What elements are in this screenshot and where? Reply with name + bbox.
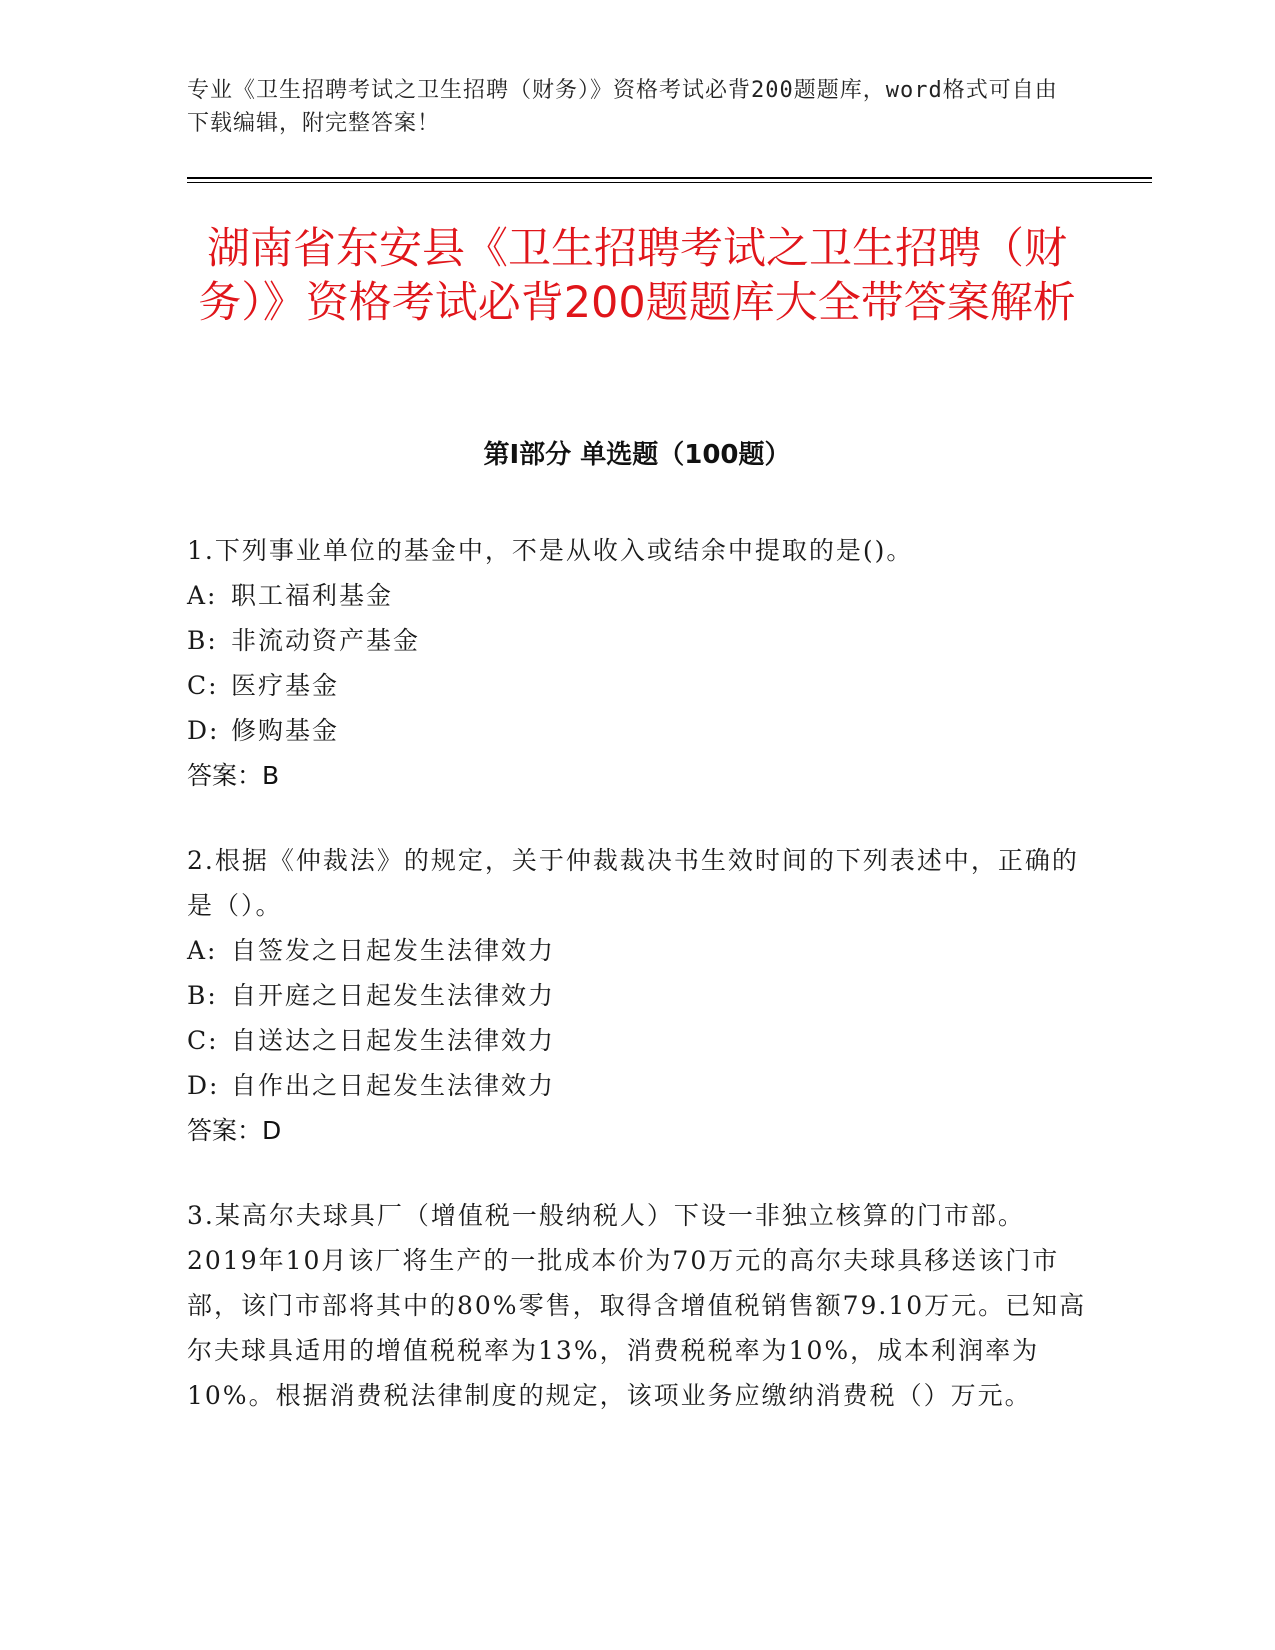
option-b — [187, 973, 1087, 1018]
question-1 — [187, 528, 1087, 798]
option-text: 自送达之日起发生法律效力 — [231, 1026, 556, 1055]
option-key: C: — [187, 1026, 219, 1055]
option-d — [187, 1063, 1087, 1108]
option-text: 医疗基金 — [231, 671, 340, 700]
option-key: C: — [187, 671, 219, 700]
option-text: 自作出之日起发生法律效力 — [231, 1071, 556, 1100]
option-a — [187, 928, 1087, 973]
option-c — [187, 663, 1087, 708]
section-title: 第I部分 单选题（100题） — [483, 440, 791, 470]
option-key: A: — [187, 581, 218, 610]
option-key: D: — [187, 716, 220, 745]
option-c — [187, 1018, 1087, 1063]
option-a — [187, 573, 1087, 618]
option-text: 非流动资产基金 — [231, 626, 421, 655]
question-3 — [187, 1193, 1087, 1418]
question-stem: 3.某高尔夫球具厂（增值税一般纳税人）下设一非独立核算的门市部。2019年10月该厂将生产的一批成本价为70万元的高尔夫球具移送该门市部，该门市部将其中的80%零售，取得含增值税销售额79.10万元。已知高尔夫球具适用的增值税税率为13%，消费税税率为10%，成本利润率为10%。根据消费税法律制度的规定，该项业务应缴纳消费税（）万元。 — [187, 1201, 1087, 1410]
document-title: 湖南省东安县《卫生招聘考试之卫生招聘（财务）》资格考试必背200题题库大全带答案解析 — [198, 224, 1076, 328]
question-2 — [187, 838, 1087, 1153]
answer: 答案：B — [187, 761, 280, 790]
option-d — [187, 708, 1087, 753]
option-text: 自签发之日起发生法律效力 — [231, 936, 556, 965]
option-text: 修购基金 — [231, 716, 340, 745]
option-key: A: — [187, 936, 218, 965]
header-rule-thick — [187, 177, 1152, 179]
question-list — [187, 528, 1087, 1458]
option-text: 自开庭之日起发生法律效力 — [231, 981, 556, 1010]
answer: 答案：D — [187, 1116, 282, 1145]
header-rule-thin — [187, 182, 1152, 183]
question-stem: 2.根据《仲裁法》的规定，关于仲裁裁决书生效时间的下列表述中，正确的是（）。 — [187, 846, 1079, 920]
header-note: 专业《卫生招聘考试之卫生招聘（财务）》资格考试必背200题题库，word格式可自由下载编辑，附完整答案！ — [187, 78, 1058, 136]
option-key: B: — [187, 981, 218, 1010]
option-key: B: — [187, 626, 218, 655]
option-b — [187, 618, 1087, 663]
option-text: 职工福利基金 — [231, 581, 394, 610]
question-stem: 1.下列事业单位的基金中，不是从收入或结余中提取的是()。 — [187, 536, 914, 565]
option-key: D: — [187, 1071, 220, 1100]
